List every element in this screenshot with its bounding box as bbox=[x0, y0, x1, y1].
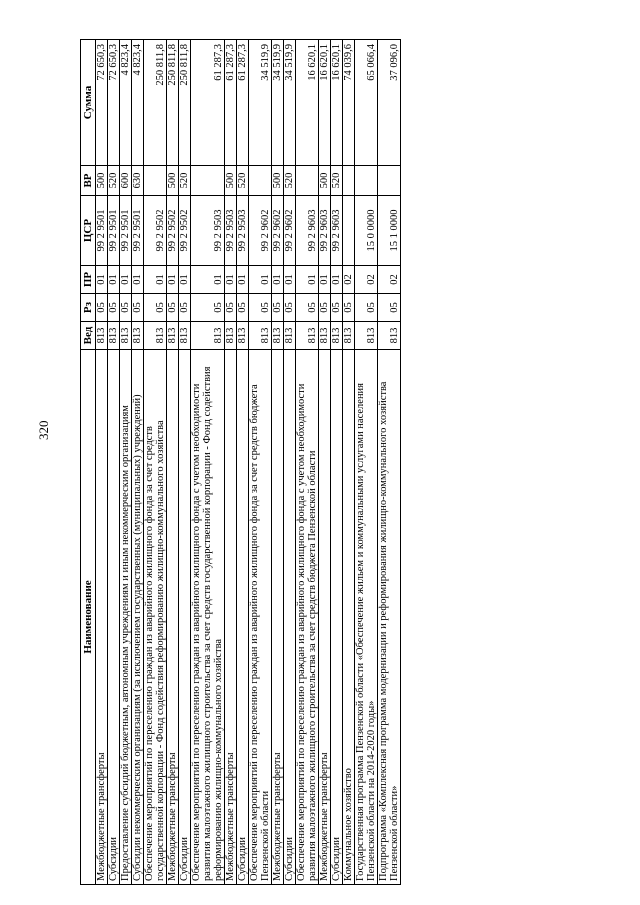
header-name: Наименование bbox=[81, 350, 96, 885]
cell-sum: 250 811,8 bbox=[179, 40, 191, 166]
cell-csr: 99 2 9603 bbox=[331, 196, 343, 266]
cell-name: Коммунальное хозяйство bbox=[343, 350, 355, 885]
cell-rz: 05 bbox=[343, 294, 355, 322]
rotated-page-content bbox=[80, 40, 580, 885]
cell-name: Предоставление субсидий бюджетным, автономным учреждениям и иным некоммерческим организациям bbox=[120, 350, 132, 885]
cell-rz: 05 bbox=[132, 294, 144, 322]
cell-vr bbox=[191, 166, 225, 196]
cell-sum: 34 519,9 bbox=[249, 40, 272, 166]
cell-name: Межбюджетные трансферты bbox=[96, 350, 108, 885]
cell-csr: 15 1 0000 bbox=[378, 196, 401, 266]
cell-sum: 65 066,4 bbox=[355, 40, 378, 166]
cell-rz: 05 bbox=[378, 294, 401, 322]
cell-sum: 61 287,3 bbox=[191, 40, 225, 166]
table-header-row bbox=[81, 40, 96, 885]
cell-sum: 4 823,4 bbox=[120, 40, 132, 166]
cell-name: Межбюджетные трансферты bbox=[319, 350, 331, 885]
cell-rz: 05 bbox=[355, 294, 378, 322]
budget-table bbox=[80, 39, 401, 885]
cell-vr: 520 bbox=[108, 166, 120, 196]
cell-ved: 813 bbox=[378, 322, 401, 350]
cell-vr: 520 bbox=[179, 166, 191, 196]
cell-name: Обеспечение мероприятий по переселению граждан из аварийного жилищного фонда за счет средств бюджета Пензенской области bbox=[249, 350, 272, 885]
cell-ved: 813 bbox=[167, 322, 179, 350]
cell-csr: 99 2 9502 bbox=[144, 196, 167, 266]
cell-rz: 05 bbox=[167, 294, 179, 322]
cell-ved: 813 bbox=[331, 322, 343, 350]
cell-pr: 01 bbox=[331, 266, 343, 294]
cell-rz: 05 bbox=[108, 294, 120, 322]
cell-name: Государственная программа Пензенской области «Обеспечение жильем и коммунальными услугами населения Пензенской области на 2014-2020 годы» bbox=[355, 350, 378, 885]
cell-pr: 01 bbox=[284, 266, 296, 294]
cell-sum: 61 287,3 bbox=[237, 40, 249, 166]
table-row bbox=[120, 40, 132, 885]
table-row bbox=[284, 40, 296, 885]
header-csr: ЦСР bbox=[81, 196, 96, 266]
cell-pr: 01 bbox=[96, 266, 108, 294]
cell-vr: 520 bbox=[237, 166, 249, 196]
cell-sum: 37 096,0 bbox=[378, 40, 401, 166]
cell-ved: 813 bbox=[120, 322, 132, 350]
cell-name: Субсидии bbox=[284, 350, 296, 885]
table-row bbox=[378, 40, 401, 885]
table-row bbox=[249, 40, 272, 885]
table-row bbox=[96, 40, 108, 885]
cell-name: Субсидии bbox=[108, 350, 120, 885]
table-row bbox=[319, 40, 331, 885]
page-number: 320 bbox=[36, 420, 51, 440]
cell-sum: 250 811,8 bbox=[167, 40, 179, 166]
cell-pr: 02 bbox=[355, 266, 378, 294]
cell-ved: 813 bbox=[296, 322, 319, 350]
cell-rz: 05 bbox=[225, 294, 237, 322]
header-rz: Рз bbox=[81, 294, 96, 322]
cell-ved: 813 bbox=[355, 322, 378, 350]
table-row bbox=[355, 40, 378, 885]
cell-sum: 16 620,1 bbox=[319, 40, 331, 166]
cell-ved: 813 bbox=[343, 322, 355, 350]
cell-ved: 813 bbox=[272, 322, 284, 350]
cell-pr: 01 bbox=[167, 266, 179, 294]
cell-csr: 99 2 9603 bbox=[319, 196, 331, 266]
cell-csr: 15 0 0000 bbox=[355, 196, 378, 266]
cell-vr: 520 bbox=[284, 166, 296, 196]
cell-vr bbox=[343, 166, 355, 196]
cell-ved: 813 bbox=[225, 322, 237, 350]
header-sum: Сумма bbox=[81, 40, 96, 166]
cell-name: Субсидии некоммерческим организациям (за исключением государственных (муниципальных) учреждений) bbox=[132, 350, 144, 885]
cell-pr: 01 bbox=[249, 266, 272, 294]
table-row bbox=[343, 40, 355, 885]
cell-pr: 01 bbox=[191, 266, 225, 294]
cell-pr: 02 bbox=[378, 266, 401, 294]
cell-name: Обеспечение мероприятий по переселению граждан из аварийного жилищного фонда за счет средств государственной корпорации - Фонд содействия реформированию жилищно-коммунального хозяйства bbox=[144, 350, 167, 885]
cell-ved: 813 bbox=[319, 322, 331, 350]
cell-vr bbox=[144, 166, 167, 196]
cell-vr: 500 bbox=[319, 166, 331, 196]
cell-csr: 99 2 9502 bbox=[179, 196, 191, 266]
cell-csr: 99 2 9503 bbox=[225, 196, 237, 266]
cell-name: Субсидии bbox=[331, 350, 343, 885]
cell-vr bbox=[378, 166, 401, 196]
cell-rz: 05 bbox=[272, 294, 284, 322]
cell-rz: 05 bbox=[191, 294, 225, 322]
cell-ved: 813 bbox=[249, 322, 272, 350]
cell-ved: 813 bbox=[132, 322, 144, 350]
cell-rz: 05 bbox=[179, 294, 191, 322]
cell-rz: 05 bbox=[237, 294, 249, 322]
table-row bbox=[179, 40, 191, 885]
cell-csr: 99 2 9501 bbox=[132, 196, 144, 266]
cell-csr: 99 2 9502 bbox=[167, 196, 179, 266]
cell-ved: 813 bbox=[96, 322, 108, 350]
cell-csr bbox=[343, 196, 355, 266]
table-row bbox=[191, 40, 225, 885]
header-pr: ПР bbox=[81, 266, 96, 294]
cell-rz: 05 bbox=[296, 294, 319, 322]
cell-vr: 630 bbox=[132, 166, 144, 196]
cell-pr: 01 bbox=[144, 266, 167, 294]
cell-vr bbox=[296, 166, 319, 196]
cell-vr bbox=[249, 166, 272, 196]
cell-pr: 01 bbox=[319, 266, 331, 294]
cell-pr: 01 bbox=[296, 266, 319, 294]
table-row bbox=[331, 40, 343, 885]
cell-name: Подпрограмма «Комплексная программа модернизации и реформирования жилищно-коммунального хозяйства Пензенской области» bbox=[378, 350, 401, 885]
cell-sum: 34 519,9 bbox=[284, 40, 296, 166]
cell-vr: 500 bbox=[225, 166, 237, 196]
table-row bbox=[167, 40, 179, 885]
cell-pr: 02 bbox=[343, 266, 355, 294]
cell-ved: 813 bbox=[237, 322, 249, 350]
cell-ved: 813 bbox=[108, 322, 120, 350]
cell-pr: 01 bbox=[272, 266, 284, 294]
cell-sum: 72 650,3 bbox=[96, 40, 108, 166]
cell-pr: 01 bbox=[132, 266, 144, 294]
cell-name: Межбюджетные трансферты bbox=[272, 350, 284, 885]
cell-name: Субсидии bbox=[179, 350, 191, 885]
table-row bbox=[237, 40, 249, 885]
table-row bbox=[296, 40, 319, 885]
cell-sum: 4 823,4 bbox=[132, 40, 144, 166]
cell-rz: 05 bbox=[319, 294, 331, 322]
cell-pr: 01 bbox=[179, 266, 191, 294]
cell-ved: 813 bbox=[179, 322, 191, 350]
cell-csr: 99 2 9501 bbox=[108, 196, 120, 266]
cell-csr: 99 2 9501 bbox=[96, 196, 108, 266]
cell-sum: 74 039,6 bbox=[343, 40, 355, 166]
cell-sum: 72 650,3 bbox=[108, 40, 120, 166]
cell-vr: 500 bbox=[272, 166, 284, 196]
cell-csr: 99 2 9503 bbox=[191, 196, 225, 266]
table-row bbox=[225, 40, 237, 885]
cell-sum: 250 811,8 bbox=[144, 40, 167, 166]
cell-vr: 520 bbox=[331, 166, 343, 196]
cell-pr: 01 bbox=[108, 266, 120, 294]
table-row bbox=[132, 40, 144, 885]
cell-name: Обеспечение мероприятий по переселению граждан из аварийного жилищного фонда с учетом необходимости развития малоэтажного жилищного строительства за счет средств бюджета Пензенской области bbox=[296, 350, 319, 885]
cell-rz: 05 bbox=[96, 294, 108, 322]
cell-rz: 05 bbox=[249, 294, 272, 322]
cell-name: Межбюджетные трансферты bbox=[167, 350, 179, 885]
table-row bbox=[108, 40, 120, 885]
cell-pr: 01 bbox=[120, 266, 132, 294]
cell-csr: 99 2 9602 bbox=[284, 196, 296, 266]
cell-sum: 34 519,9 bbox=[272, 40, 284, 166]
header-vr: ВР bbox=[81, 166, 96, 196]
cell-sum: 16 620,1 bbox=[331, 40, 343, 166]
cell-rz: 05 bbox=[144, 294, 167, 322]
table-row bbox=[272, 40, 284, 885]
cell-csr: 99 2 9602 bbox=[272, 196, 284, 266]
header-ved: Вед bbox=[81, 322, 96, 350]
cell-vr: 500 bbox=[167, 166, 179, 196]
cell-ved: 813 bbox=[284, 322, 296, 350]
cell-vr bbox=[355, 166, 378, 196]
cell-vr: 600 bbox=[120, 166, 132, 196]
cell-rz: 05 bbox=[284, 294, 296, 322]
cell-pr: 01 bbox=[237, 266, 249, 294]
cell-ved: 813 bbox=[144, 322, 167, 350]
cell-sum: 16 620,1 bbox=[296, 40, 319, 166]
cell-csr: 99 2 9602 bbox=[249, 196, 272, 266]
cell-pr: 01 bbox=[225, 266, 237, 294]
cell-name: Субсидии bbox=[237, 350, 249, 885]
cell-csr: 99 2 9603 bbox=[296, 196, 319, 266]
cell-sum: 61 287,3 bbox=[225, 40, 237, 166]
table-row bbox=[144, 40, 167, 885]
cell-name: Межбюджетные трансферты bbox=[225, 350, 237, 885]
cell-rz: 05 bbox=[331, 294, 343, 322]
cell-vr: 500 bbox=[96, 166, 108, 196]
cell-csr: 99 2 9501 bbox=[120, 196, 132, 266]
cell-csr: 99 2 9503 bbox=[237, 196, 249, 266]
cell-rz: 05 bbox=[120, 294, 132, 322]
cell-name: Обеспечение мероприятий по переселению граждан из аварийного жилищного фонда с учетом необходимости развития малоэтажного жилищного строительства за счет средств государственной корпорации - Фонд содействия реформированию жилищно-коммунального хозяйства bbox=[191, 350, 225, 885]
cell-ved: 813 bbox=[191, 322, 225, 350]
